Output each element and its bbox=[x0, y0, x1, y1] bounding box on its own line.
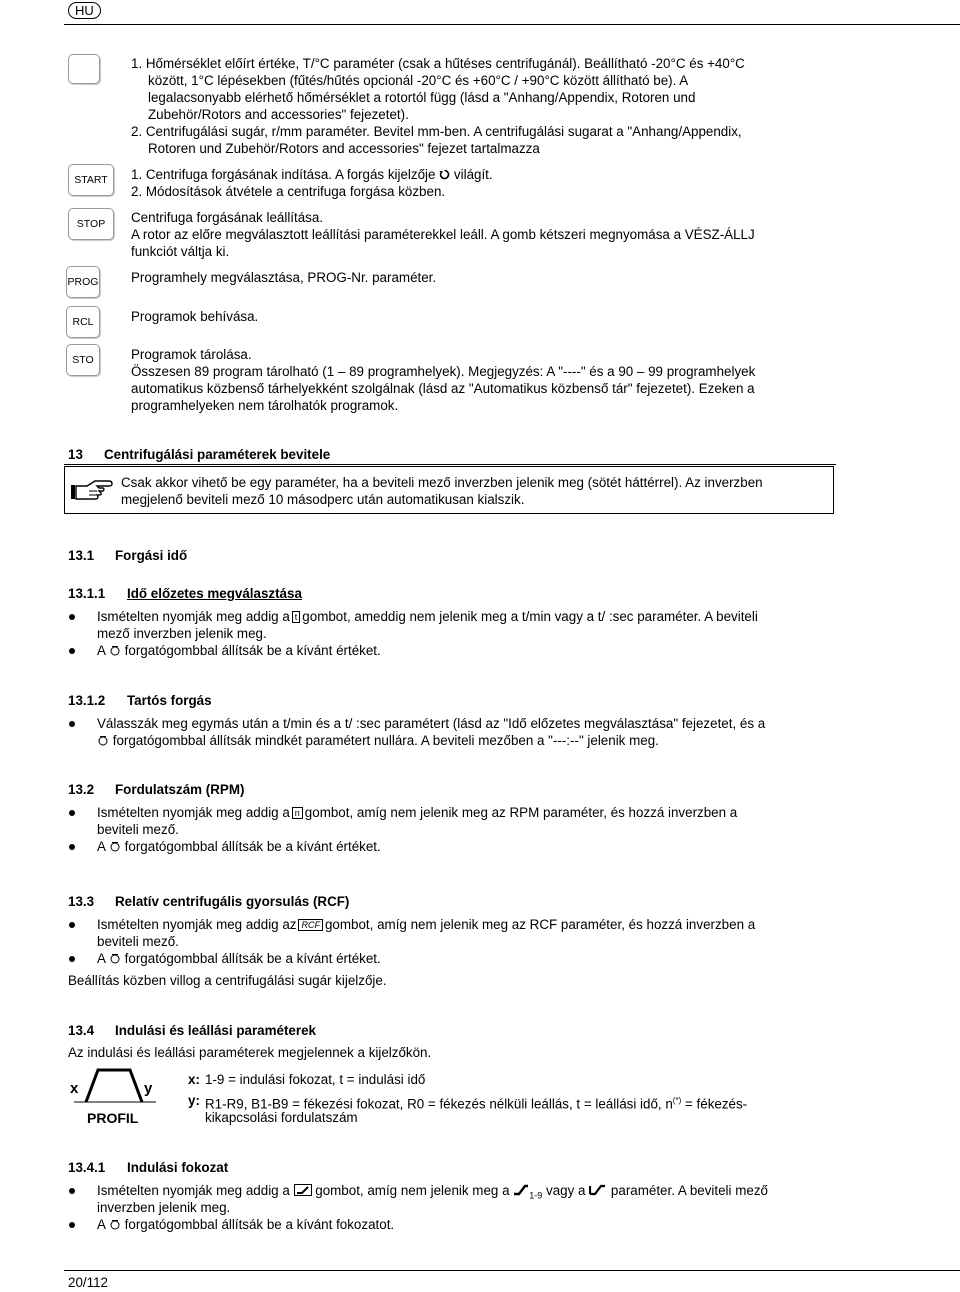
section-13-2-number: 13.2 bbox=[68, 782, 95, 797]
section-13-title: Centrifugálási paraméterek bevitele bbox=[104, 447, 331, 462]
knob-icon bbox=[110, 841, 120, 852]
stop-line-3: funkciót váltja ki. bbox=[131, 244, 230, 259]
profile-diagram bbox=[70, 1066, 170, 1110]
footer-rule bbox=[64, 1270, 960, 1271]
section-13-rule bbox=[64, 464, 836, 465]
start-time-ramp-icon bbox=[589, 1184, 607, 1196]
y-legend-sup: (*) bbox=[672, 1096, 682, 1105]
section-13-number: 13 bbox=[68, 447, 83, 462]
s1311-bullet-2 bbox=[97, 642, 381, 659]
rcl-line: Programok behívása. bbox=[131, 309, 259, 324]
s1311-b1-text-b: gombot, ameddig nem jelenik meg a t/min vagy a t/ :sec paraméter. A beviteli bbox=[302, 609, 758, 624]
s1341-b1-text-a: Ismételten nyomják meg addig a bbox=[97, 1183, 290, 1198]
section-13-3-number: 13.3 bbox=[68, 894, 95, 909]
prog-line: Programhely megválasztása, PROG-Nr. paraméter. bbox=[131, 270, 437, 285]
start-key bbox=[68, 164, 114, 196]
s133-b2-text-b: forgatógombbal állítsák be a kívánt értéket. bbox=[124, 951, 381, 966]
s132-b2-text-b: forgatógombbal állítsák be a kívánt értéket. bbox=[124, 839, 381, 854]
s1312-bullet-1-line-2 bbox=[97, 732, 659, 749]
x-legend-label: x: bbox=[188, 1072, 200, 1087]
temp-line-3: legalacsonyabb elérhető hőmérséklet a rotortól függ (lásd a "Anhang/Appendix, Rotoren und bbox=[148, 90, 696, 105]
bullet bbox=[69, 648, 75, 654]
s132-b1-text-b: gombot, amíg nem jelenik meg az RPM paraméter, és hozzá inverzben a bbox=[304, 805, 738, 820]
note-box bbox=[64, 466, 834, 514]
sto-key-label: STO bbox=[72, 354, 94, 366]
section-13-1-number: 13.1 bbox=[68, 548, 95, 563]
s132-b2-text-a: A bbox=[97, 839, 106, 854]
bullet bbox=[69, 922, 75, 928]
s1341-b1-text-c: vagy a bbox=[546, 1183, 586, 1198]
s132-bullet-1-line-2: beviteli mező. bbox=[97, 822, 179, 837]
bullet bbox=[69, 721, 75, 727]
s1341-b2-text-a: A bbox=[97, 1217, 106, 1232]
bullet bbox=[69, 614, 75, 620]
knob-icon bbox=[110, 953, 120, 964]
note-line-1: Csak akkor vihető be egy paraméter, ha a beviteli mező inverzben jelenik meg (sötét háttérrel). Az inverzben bbox=[121, 475, 763, 490]
s133-bullet-2 bbox=[97, 950, 381, 967]
s133-bullet-1-line-1 bbox=[97, 916, 755, 933]
pointing-hand-icon bbox=[69, 477, 113, 503]
bullet bbox=[69, 1222, 75, 1228]
prog-key bbox=[66, 266, 100, 298]
section-13-2-title: Fordulatszám (RPM) bbox=[115, 782, 245, 797]
bullet bbox=[69, 1188, 75, 1194]
section-13-3-title: Relatív centrifugális gyorsulás (RCF) bbox=[115, 894, 350, 909]
stop-key bbox=[68, 208, 114, 240]
knob-icon bbox=[98, 735, 108, 746]
language-badge: HU bbox=[68, 2, 101, 19]
sto-line-1: Programok tárolása. bbox=[131, 347, 252, 362]
s1311-b1-text-a: Ismételten nyomják meg addig a bbox=[97, 609, 290, 624]
profile-y-label: y bbox=[144, 1080, 153, 1097]
s1341-b1-text-d: paraméter. A beviteli mező bbox=[610, 1183, 768, 1198]
stop-line-2: A rotor az előre megválasztott leállítási paraméterekkel leáll. A gomb kétszeri megnyomása a VÉSZ-ÁLLJ bbox=[131, 227, 755, 242]
s1311-bullet-1-line-1 bbox=[97, 608, 758, 625]
section-13-4-title: Indulási és leállási paraméterek bbox=[115, 1023, 316, 1038]
knob-icon bbox=[110, 1219, 120, 1230]
s133-b2-text-a: A bbox=[97, 951, 106, 966]
section-13-4-1-number: 13.4.1 bbox=[68, 1160, 106, 1175]
section-13-1-2-title: Tartós forgás bbox=[127, 693, 212, 708]
start-ramp-icon bbox=[513, 1184, 529, 1196]
s1311-b2-text-a: A bbox=[97, 643, 106, 658]
stop-line-1: Centrifuga forgásának leállítása. bbox=[131, 210, 324, 225]
page-number: 20/112 bbox=[68, 1275, 108, 1290]
profile-label: PROFIL bbox=[87, 1110, 139, 1126]
rcl-key-label: RCL bbox=[72, 316, 94, 328]
start-line-1-text: 1. Centrifuga forgásának indítása. A forgás kijelzője bbox=[131, 167, 436, 182]
profile-x-label: x bbox=[70, 1080, 79, 1097]
rotation-indicator-icon bbox=[439, 169, 450, 180]
start-line-2: 2. Módosítások átvétele a centrifuga forgása közben. bbox=[131, 184, 446, 199]
section-13-1-1-title: Idő előzetes megválasztása bbox=[127, 586, 302, 601]
s1341-bullet-2 bbox=[97, 1216, 394, 1233]
s1341-bullet-1-line-2: inverzben jelenik meg. bbox=[97, 1200, 231, 1215]
rcl-key bbox=[66, 306, 100, 338]
sto-line-3: automatikus közbenső tárhelyekként szolgálnak (lásd az "Automatikus közbenső tár" fejezetet). Ezeken a bbox=[131, 381, 755, 396]
section-13-1-title: Forgási idő bbox=[115, 548, 188, 563]
s132-b1-text-a: Ismételten nyomják meg addig a bbox=[97, 805, 290, 820]
s133-bullet-1-line-2: beviteli mező. bbox=[97, 934, 179, 949]
start-line-1-end: világít. bbox=[453, 167, 493, 182]
section-13-1-1-number: 13.1.1 bbox=[68, 586, 106, 601]
s1311-b2-text-b: forgatógombbal állítsák be a kívánt értéket. bbox=[124, 643, 381, 658]
start-line-1 bbox=[131, 166, 493, 183]
radius-line-2: Rotoren und Zubehör/Rotors and accessories" fejezet tartalmazza bbox=[148, 141, 540, 156]
s1312-bullet-1-line-1: Válasszák meg egymás után a t/min és a t/ :sec paramétert (lásd az "Idő előzetes megválasztása" fejezetet, és a bbox=[97, 716, 766, 731]
sto-line-4: programhelyeken nem tárolhatók programok. bbox=[131, 398, 399, 413]
x-legend-text: 1-9 = indulási fokozat, t = indulási idő bbox=[205, 1072, 426, 1087]
temp-line-1: 1. Hőmérséklet előírt értéke, T/°C paraméter (csak a hűtéses centrifugánál). Beállítható -20°C és +40°C bbox=[131, 56, 745, 71]
bullet bbox=[69, 810, 75, 816]
y-legend-text-a: R1-R9, B1-B9 = fékezési fokozat, R0 = fékezés nélküli leállás, t = leállási idő, n bbox=[205, 1096, 673, 1112]
prog-key-label: PROG bbox=[67, 276, 99, 288]
section-13-4-number: 13.4 bbox=[68, 1023, 95, 1038]
s133-after: Beállítás közben villog a centrifugálási sugár kijelzője. bbox=[68, 973, 387, 988]
s1341-b2-text-b: forgatógombbal állítsák be a kívánt fokozatot. bbox=[124, 1217, 395, 1232]
s132-bullet-2 bbox=[97, 838, 381, 855]
rcf-key-icon: RCF bbox=[298, 919, 323, 931]
header-rule bbox=[64, 24, 960, 25]
y-legend-text-line-2: kikapcsolási fordulatszám bbox=[205, 1110, 358, 1125]
section-13-1-2-number: 13.1.2 bbox=[68, 693, 106, 708]
temp-line-2: között, 1°C lépésekben (fűtés/hűtés opcionál -20°C és +60°C / +90°C között állítható be). A bbox=[148, 73, 689, 88]
bullet bbox=[69, 956, 75, 962]
radius-line-1: 2. Centrifugálási sugár, r/mm paraméter. Bevitel mm-ben. A centrifugálási sugarat a "Anhang/Appendix, bbox=[131, 124, 742, 139]
s133-b1-text-b: gombot, amíg nem jelenik meg az RCF paraméter, és hozzá inverzben a bbox=[324, 917, 756, 932]
s132-bullet-1-line-1 bbox=[97, 804, 737, 821]
sto-key bbox=[66, 344, 100, 376]
ramp-key-icon bbox=[294, 1184, 312, 1196]
stop-key-label: STOP bbox=[76, 218, 106, 230]
s1311-bullet-1-line-2: mező inverzben jelenik meg. bbox=[97, 626, 267, 641]
n-key-icon: n bbox=[292, 807, 303, 819]
s1341-b1-text-b: gombot, amíg nem jelenik meg a bbox=[315, 1183, 510, 1198]
ramp-subscript: 1-9 bbox=[529, 1190, 543, 1201]
temperature-key-icon bbox=[68, 54, 100, 84]
s133-b1-text-a: Ismételten nyomják meg addig az bbox=[97, 917, 297, 932]
bullet bbox=[69, 844, 75, 850]
s1312-b1-text-b: forgatógombbal állítsák mindkét paramétert nullára. A beviteli mezőben a "---:--" jelenik meg. bbox=[112, 733, 659, 748]
temp-line-4: Zubehör/Rotors and accessories" fejezetet). bbox=[148, 107, 409, 122]
knob-icon bbox=[110, 645, 120, 656]
s134-intro: Az indulási és leállási paraméterek megjelennek a kijelzőkön. bbox=[68, 1045, 432, 1060]
y-legend-label: y: bbox=[188, 1093, 200, 1108]
note-line-2: megjelenő beviteli mező 10 másodperc után automatikusan kialszik. bbox=[121, 492, 525, 507]
y-legend-text-b: = fékezés- bbox=[684, 1096, 748, 1112]
section-13-4-1-title: Indulási fokozat bbox=[127, 1160, 229, 1175]
sto-line-2: Összesen 89 program tárolható (1 – 89 programhelyek). Megjegyzés: A "----" és a 90 – 99 programhelyek bbox=[131, 364, 756, 379]
start-key-label: START bbox=[74, 174, 108, 186]
t-key-icon: t bbox=[292, 611, 301, 623]
